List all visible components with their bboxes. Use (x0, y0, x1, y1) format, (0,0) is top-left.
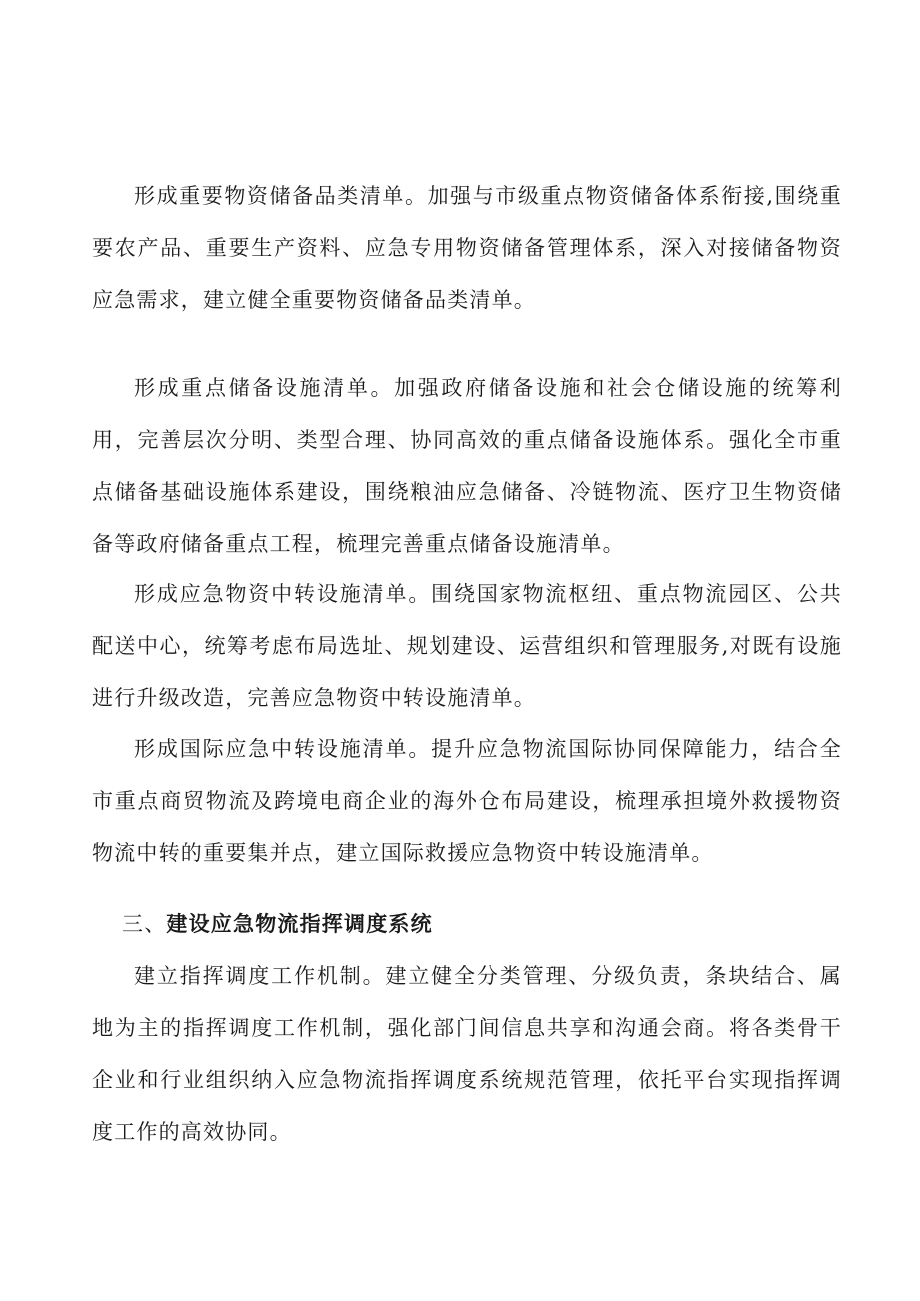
paragraph-material-reserve-list: 形成重要物资储备品类清单。加强与市级重点物资储备体系衔接,围绕重要农产品、重要生产资料、应急专用物资储备管理体系，深入对接储备物资应急需求，建立健全重要物资储备品类清单。 (92, 184, 842, 312)
section-heading-number: 三、 (122, 912, 167, 936)
paragraph-reserve-facility-list: 形成重点储备设施清单。加强政府储备设施和社会仓储设施的统筹利用，完善层次分明、类型合理、协同高效的重点储备设施体系。强化全市重点储备基础设施体系建设，围绕粮油应急储备、冷链物流、医疗卫生物资储备等政府储备重点工程，梳理完善重点储备设施清单。 (92, 376, 842, 556)
paragraph-international-transfer-list: 形成国际应急中转设施清单。提升应急物流国际协同保障能力，结合全市重点商贸物流及跨境电商企业的海外仓布局建设，梳理承担境外救援物资物流中转的重要集并点，建立国际救援应急物资中转设施清单。 (92, 737, 842, 865)
section-heading-title: 建设应急物流指挥调度系统 (166, 912, 433, 936)
section-heading (92, 898, 842, 950)
paragraph-command-dispatch-mechanism: 建立指挥调度工作机制。建立健全分类管理、分级负责，条块结合、属地为主的指挥调度工作机制，强化部门间信息共享和沟通会商。将各类骨干企业和行业组织纳入应急物流指挥调度系统规范管理，依托平台实现指挥调度工作的高效协同。 (92, 964, 842, 1144)
paragraph-transfer-facility-list: 形成应急物资中转设施清单。围绕国家物流枢纽、重点物流园区、公共配送中心，统筹考虑布局选址、规划建设、运营组织和管理服务,对既有设施进行升级改造，完善应急物资中转设施清单。 (92, 582, 842, 710)
